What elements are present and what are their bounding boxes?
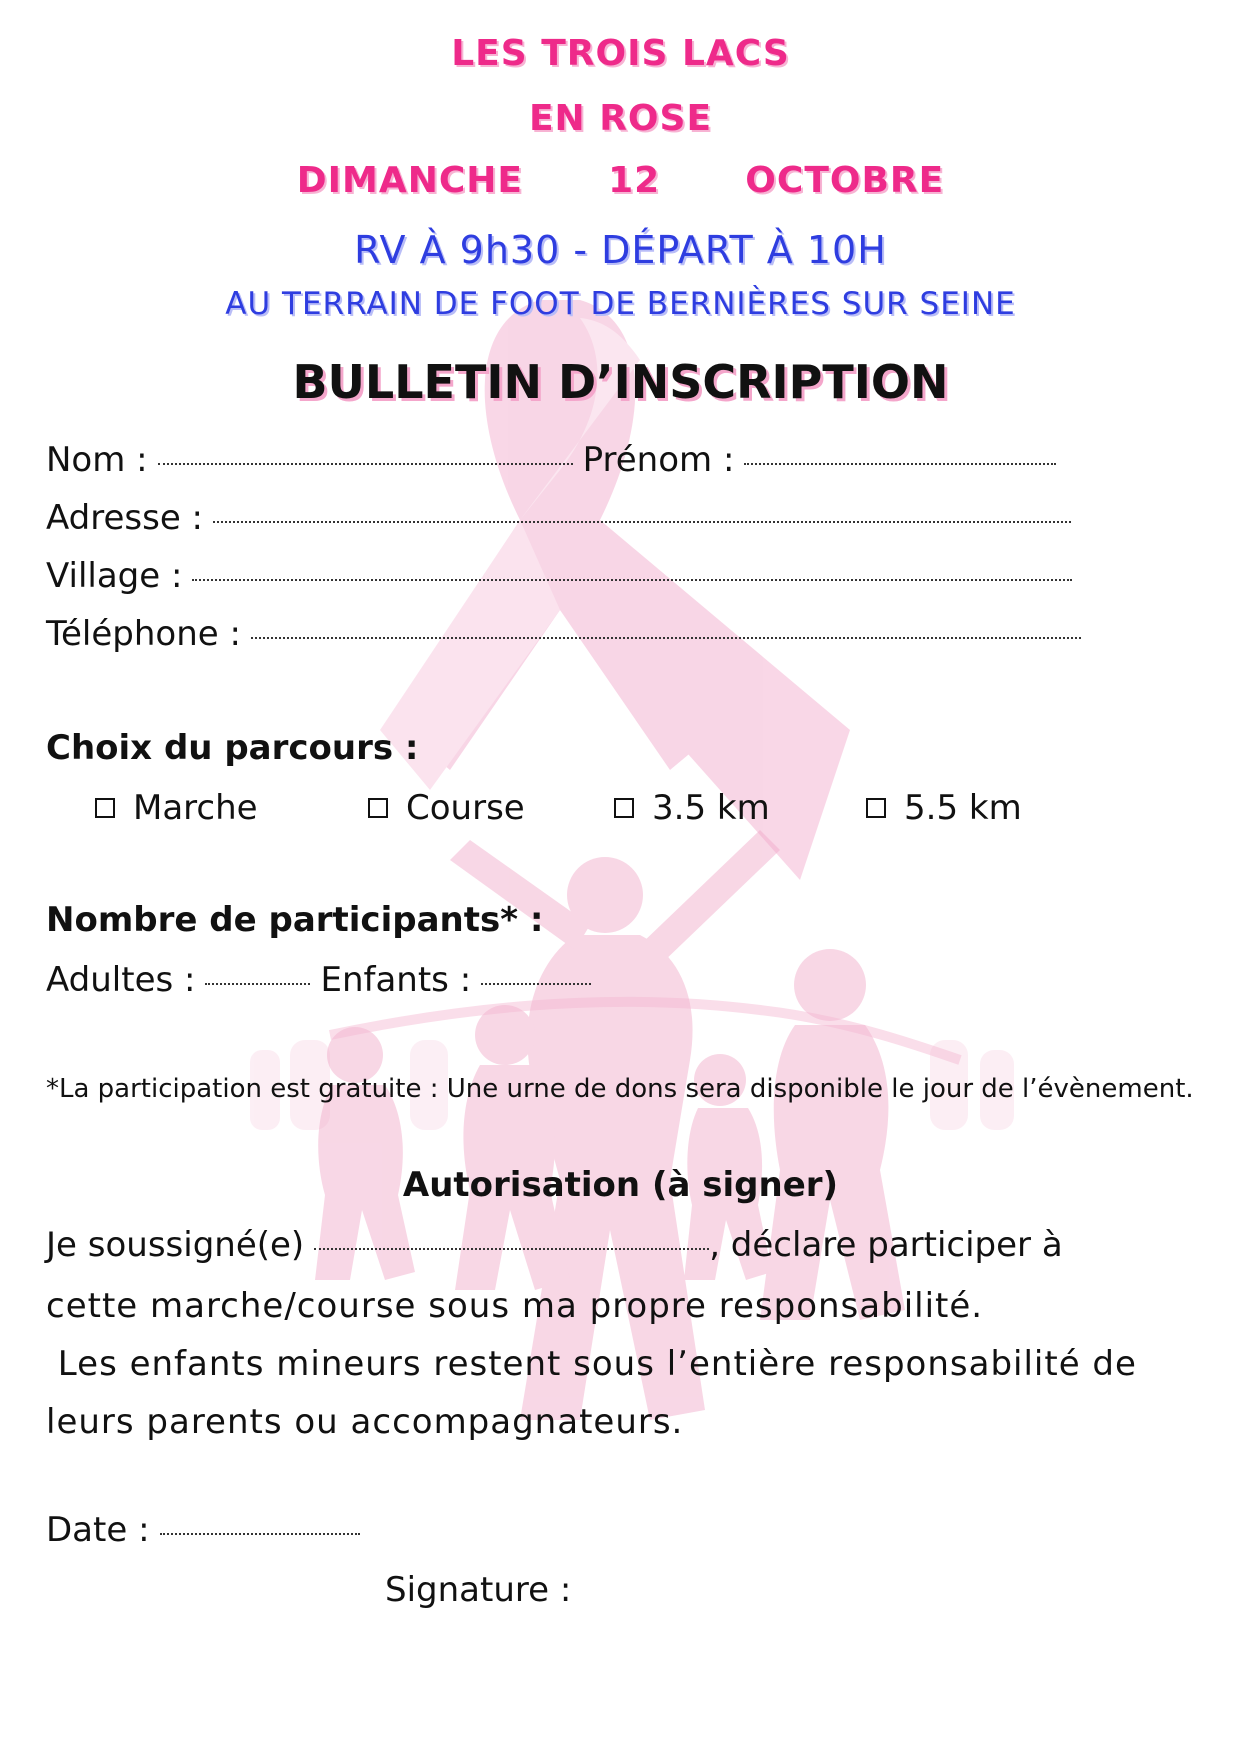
option-3-5km[interactable] [614,788,770,828]
soussigne-label: Je soussigné(e) [46,1225,305,1265]
event-location: AU TERRAIN DE FOOT DE BERNIÈRES SUR SEINE [225,286,1016,322]
nom-label: Nom : [46,440,148,480]
adresse-row [46,498,1081,538]
name-row [46,440,1066,480]
option-5-5km-label: 5.5 km [904,788,1022,828]
checkbox-5-5km[interactable] [866,798,886,818]
prenom-label: Prénom : [582,440,735,480]
responsabilite-line-2: Les enfants mineurs restent sous l’entière responsabilité de [46,1344,1137,1384]
date-label: Date : [46,1510,150,1550]
enfants-label: Enfants : [320,960,472,1000]
parcours-heading: Choix du parcours : [46,728,419,768]
prenom-field[interactable] [744,463,1056,465]
option-course-label: Course [406,788,525,828]
village-label: Village : [46,556,183,596]
date-row [46,1510,370,1550]
date-field[interactable] [160,1533,360,1535]
option-course[interactable] [368,788,525,828]
option-marche-label: Marche [133,788,258,828]
responsabilite-line-1: cette marche/course sous ma propre responsabilité. [46,1286,984,1326]
responsabilite-line-3: leurs parents ou accompagnateurs. [46,1402,684,1442]
checkbox-3-5km[interactable] [614,798,634,818]
event-date-month: OCTOBRE [745,160,945,201]
village-row [46,556,1082,596]
event-title-line-1: LES TROIS LACS [451,33,790,74]
telephone-field[interactable] [251,637,1081,639]
village-field[interactable] [192,579,1072,581]
adultes-label: Adultes : [46,960,196,1000]
event-date-number: 12 [608,160,661,201]
rendezvous-time: RV À 9h30 - DÉPART À 10H [354,228,887,272]
event-date-day: DIMANCHE [296,160,523,201]
telephone-row [46,614,1091,654]
signature-label: Signature : [385,1570,572,1610]
event-title-line-2: EN ROSE [528,98,713,139]
option-3-5km-label: 3.5 km [652,788,770,828]
nom-field[interactable] [158,463,573,465]
soussigne-row [46,1225,1063,1265]
declare-text: , déclare participer à [709,1225,1063,1265]
option-marche[interactable] [95,788,258,828]
soussigne-field[interactable] [314,1248,709,1250]
adresse-label: Adresse : [46,498,204,538]
autorisation-heading: Autorisation (à signer) [402,1165,839,1205]
participants-row [46,960,601,1000]
telephone-label: Téléphone : [46,614,241,654]
event-date [0,160,1241,201]
adresse-field[interactable] [213,521,1071,523]
responsabilite-text [46,1277,1196,1451]
checkbox-marche[interactable] [95,798,115,818]
enfants-field[interactable] [481,983,591,985]
option-5-5km[interactable] [866,788,1022,828]
parcours-options [0,788,1241,838]
signature-area[interactable] [600,1560,1100,1680]
checkbox-course[interactable] [368,798,388,818]
participants-heading: Nombre de participants* : [46,900,544,940]
gratuite-note: *La participation est gratuite : Une urne de dons sera disponible le jour de l’évènement. [46,1074,1194,1104]
adultes-field[interactable] [205,983,310,985]
form-title: BULLETIN D’INSCRIPTION [292,355,949,409]
